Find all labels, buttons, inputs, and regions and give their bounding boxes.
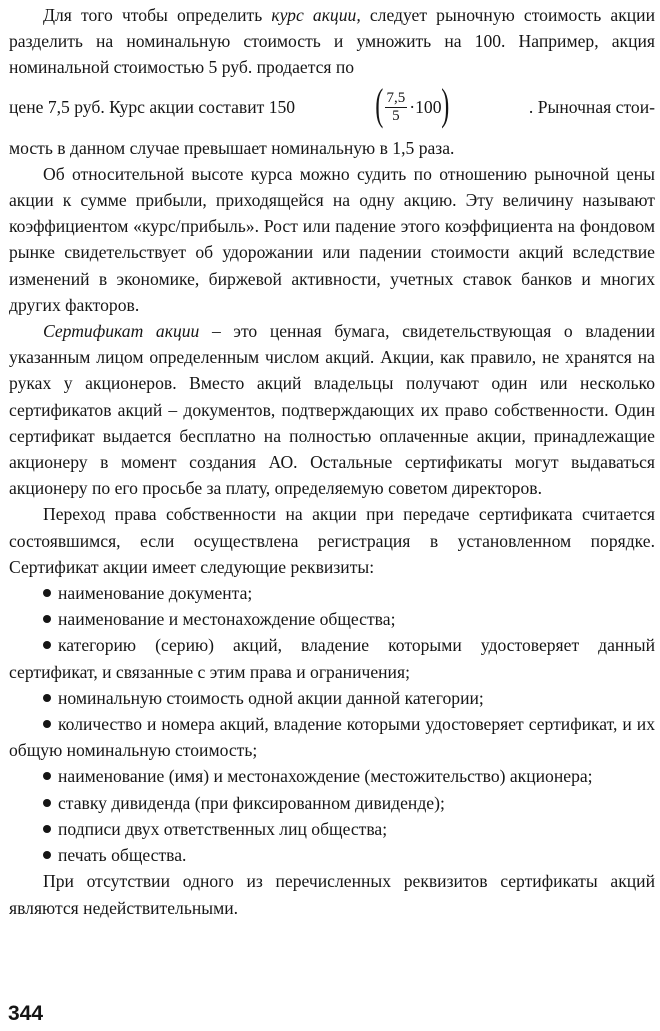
bullet-icon [43,615,51,623]
paragraph-share-rate [9,2,655,81]
formula-lead-text: цене 7,5 руб. Курс акции составит 150 [9,97,296,118]
list-item: номинальную стоимость одной акции данной категории; [9,685,655,711]
paragraph-ownership-transfer: Переход права собственности на акции при передаче сертификата считается состоявшимся, если осуществлена регистрация в установленном порядке. Сертификат акции имеет следующие реквизиты: [9,504,655,577]
formula-line [9,79,655,133]
bullet-icon [43,589,51,597]
left-paren: ( [375,79,384,129]
paragraph-certificate [9,318,655,501]
page-number: 344 [8,1002,44,1025]
paragraph-price-earnings: Об относительной высоте курса можно судить по отношению рыночной цены акции к сумме прибыли, приходящейся на одну акцию. Эту величину называют коэффициентом «курс/прибыль». Рост или падение этого коэффициента на фондовом рынке свидетельствует об удорожании или падении стоимости акций вследствие изменений в экономике, биржевой активности, учетных ставок банков и многих других факторов. [9,163,655,315]
bullet-icon [43,772,51,780]
list-item: подписи двух ответственных лиц общества; [9,816,655,842]
paragraph-text: следует рыночную стоимость акции разделить на номинальную стоимость и умножить на 100. Например, акция номинальной стоимостью 5 руб. продается по [9,5,655,78]
rate-formula [375,79,449,130]
term-share-certificate: Сертификат акции [43,321,200,342]
list-item: наименование документа; [9,580,655,606]
formula-trail-text: . Рыночная стои- [528,97,655,118]
document-page [9,2,655,921]
list-item: ставку дивиденда (при фиксированном дивиденде); [9,790,655,816]
requisites-list [9,580,655,868]
paragraph-continuation: мость в данном случае превышает номинальную в 1,5 раза. [9,137,455,158]
list-item: наименование и местонахождение общества; [9,606,655,632]
list-item: категорию (серию) акций, владение которыми удостоверяет данный сертификат, и связанные с этим права и ограничения; [9,635,655,682]
bullet-icon [43,825,51,833]
bullet-icon [43,641,51,649]
term-share-rate: курс акции, [271,5,361,25]
list-item: наименование (имя) и местонахождение (местожительство) акционера; [9,763,655,789]
bullet-icon [43,799,51,807]
right-paren: ) [440,79,449,129]
paragraph-text: Для того чтобы определить [43,5,272,25]
formula-multiplier: ·100 [409,97,442,118]
paragraph-text: – это ценная бумага, свидетельствующая о владении указанным лицом определенным числом акций. Акции, как правило, не хранятся на руках у акционеров. Вместо акций владельцы получают один или несколько сертификатов акций – документов, подтверждающих их право собственности. Один сертификат выдается бесплатно на полностью оплаченные акции, принадлежащие акционеру в момент создания АО. Остальные сертификаты могут выдаваться акционеру по его просьбе за плату, определяемую советом директоров. [9,321,655,499]
paragraph-invalidity: При отсутствии одного из перечисленных реквизитов сертификаты акций являются недействительными. [9,871,655,918]
bullet-icon [43,720,51,728]
list-item: количество и номера акций, владение которыми удостоверяет сертификат, и их общую номинальную стоимость; [9,714,655,761]
bullet-icon [43,694,51,702]
bullet-icon [43,851,51,859]
fraction [385,90,408,125]
list-item: печать общества. [9,842,655,868]
fraction-denominator: 5 [392,108,400,125]
fraction-numerator: 7,5 [386,90,406,107]
